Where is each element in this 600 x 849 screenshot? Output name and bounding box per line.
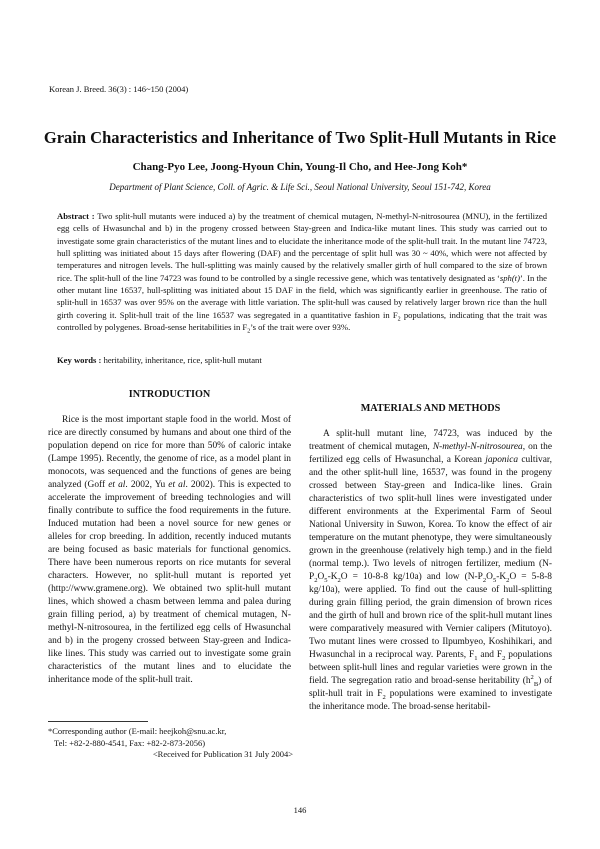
- page-number: 146: [293, 805, 307, 815]
- methods-paragraph: A split-hull mutant line, 74723, was induced by the treatment of chemical mutagen, N-methyl-N-nitrosourea, on the fertilized egg cells of Hwasunchal, a Korean japonica cultivar, and the other split-hull line, 16537, was found in the progeny crossed between Stay-green and Indica-like lines. Grain characteristics of two split-hull lines were investigated under different environments at the Experimental Farm of Seoul National University in Suwon, Korea. To know the effect of air temperature on the mutant phenotype, they were simultaneously grown in the greenhouse (relatively high temp.) and in the field (normal temp.). Two levels of nitrogen fertilizer, medium ($N-P_2O_5-K_2O = 10-8-8$ kg/10a) and low ($N-P_2O_5-K_2O = 5-8-8$ kg/10a), were applied. To find out the cause of hull-splitting during grain filling period, the grain dimension of brown rices and the girth of hull and brown rice of the split-hull mutant lines were comparatively measured with Vernier calipers (Mitutoyo). Two mutant lines were crossed to Ilpumbyeo, Koshihikari, and Hwasunchal in a reciprocal way. Parents, $F_1$ and $F_2$ populations between split-hull lines and regular varieties were grown in the field. The segregation ratio and broad-sense heritability $(h^2_B)$ of split-hull trait in $F_2$ populations were examined to investigate the inheritance mode. The broad-sense heritabil-: [309, 429, 553, 713]
- keywords-label: Key words :: [57, 355, 102, 365]
- keywords: [57, 355, 547, 365]
- intro-paragraph: Rice is the most important staple food in the world. Most of rice are directly consumed by humans and about one third of the population depend on rice for more than 50% of caloric intake (Lampe 1995). Recently, the genome of rice, as a model plant in monocots, was sequenced and the functions of genes are being analyzed (Goff et al. 2002, Yu et al. 2002). This is expected to accelerate the improvement of breeding technologies and will finally contribute to suffice the food requirements in the future. Induced mutation had been a novel source for new genes or alleles for crop breeding. In addition, recently induced mutants are being focused as basic materials for functional genomics. There have been numerous reports on rice mutants for several characters. However, no split-hull mutant is reported yet (http://www.gramene.org). We obtained two split-hull mutant lines, which showed a chasm between lemma and palea during grain filling period, a) by treatment of chemical mutagen, N-methyl-N-nitrosourea, in the fertilized egg cells of Hwasunchal and b) in the progeny crossed between Stay-green and Indica-like lines. This study was carried out to investigate some grain characteristics of the mutant lines and to elucidate the inheritance mode of the split-hull trait.: [48, 415, 291, 686]
- affiliation: Department of Plant Science, Coll. of Agric. & Life Sci., Seoul National University, Seoul 151-742, Korea: [109, 182, 491, 192]
- paper-title: Grain Characteristics and Inheritance of Two Split-Hull Mutants in Rice: [43, 128, 557, 147]
- section-heading-materials-methods: MATERIALS AND METHODS: [360, 403, 501, 414]
- footnote: [48, 726, 293, 761]
- subscript: 2: [397, 316, 401, 323]
- abstract-text: ’s of the trait were over 93%.: [250, 322, 351, 333]
- author-list: Chang-Pyo Lee, Joong-Hyoun Chin, Young-Il Cho, and Hee-Jong Koh*: [132, 161, 468, 173]
- footnote-line: Tel: +82-2-880-4541, Fax: +82-2-873-2056): [54, 737, 206, 748]
- received-date: <Received for Publication 31 July 2004>: [152, 749, 293, 759]
- left-column: [48, 388, 291, 687]
- subscript: 2: [247, 328, 251, 335]
- gene-name: sph(t): [499, 272, 520, 283]
- abstract-label: Abstract :: [57, 211, 95, 221]
- abstract-text: Two split-hull mutants were induced a) by the treatment of chemical mutagen, N-methyl-N-nitrosourea (MNU), in the fertilized egg cells of Hwasunchal and b) in the progeny crossed between Stay-green and Indica-like mutant lines. This study was carried out to investigate some grain characteristics of the mutant lines and to elucidate the inheritance mode of the split-hull trait. In the mutant line 74723, hull splitting was initiated about 15 days after flowering (DAF) and the percentage of split hull was 30 ~ 40%, which were not affected by temperatures and nitrogen levels. The hull-splitting was mainly caused by the relatively smaller girth of hull compared to the size of brown rice. The split-hull of the line 74723 was found to be controlled by a single recessive gene, which was tentatively designated as ‘: [57, 211, 547, 283]
- abstract-text: populations, indicating that the trait was controlled by polygenes. Broad-sense heritabilities in F: [57, 309, 547, 333]
- right-column: [309, 388, 552, 714]
- journal-citation: Korean J. Breed. 36(3) : 146~150 (2004): [49, 84, 189, 94]
- abstract-text: ’. In the other mutant line 16537, hull-splitting was initiated about 15 DAF in the field, which was significantly earlier in greenhouse. The ratio of split-hull in 16537 was over 95% on the average with little variation. The split-hull was caused by relatively larger brown rice than the hull girth covering it. Split-hull trait of the line 16537 was segregated in a quantitative fashion in F: [57, 272, 547, 320]
- section-heading-introduction: INTRODUCTION: [128, 389, 211, 400]
- abstract: [57, 210, 547, 333]
- footnote-divider: [48, 721, 148, 722]
- footnote-line: *Corresponding author (E-mail: heejkoh@snu.ac.kr,: [48, 726, 227, 736]
- keywords-text: heritability, inheritance, rice, split-hull mutant: [103, 355, 262, 365]
